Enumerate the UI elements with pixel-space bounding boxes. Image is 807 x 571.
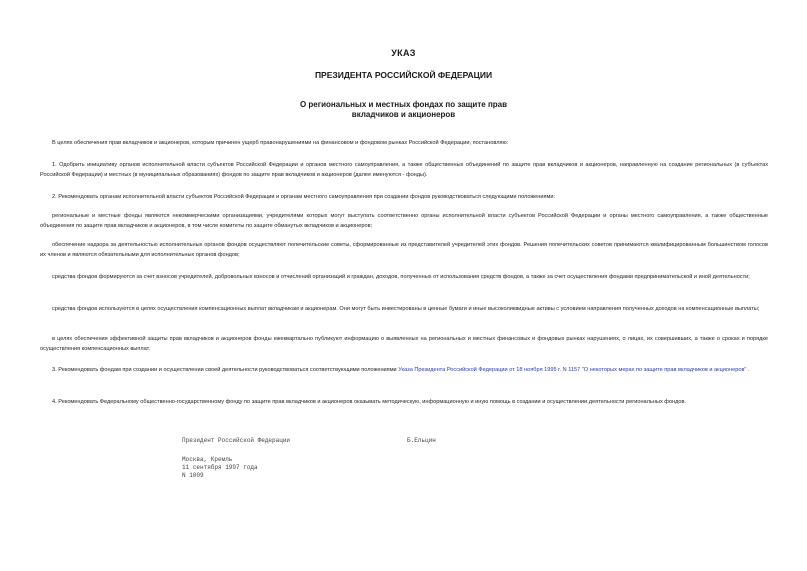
item-3-suffix: . <box>747 367 750 373</box>
paragraph-item-2c: средства фондов формируются за счет взносов учредителей, добровольных взносов и отчислений организаций и граждан, доходов, полученных от использования средств фондов, а также за счет осуществления фондами предпринимательской и иной деятельности; <box>52 274 750 280</box>
signature-name: Б.Ельцин <box>407 437 436 444</box>
document-title: УКАЗ <box>391 48 416 58</box>
heading-line-1: О региональных и местных фондах по защите прав <box>299 100 508 109</box>
signature-position: Президент Российской Федерации <box>182 437 291 444</box>
paragraph-item-4: 4. Рекомендовать Федеральному общественно-государственному фонду по защите прав вкладчиков и акционеров оказывать методическую, информационную и иную помощь в создании и осуществлении деятельности региональных фондов. <box>52 399 687 405</box>
paragraph-item-1: 1. Одобрить инициативу органов исполнительной власти субъектов Российской Федерации и органов местного самоуправления, а также общественных объединений по защите прав вкладчиков и акционеров, направленную на создание региональных (в субъектах Российской Федерации) и местных (в муниципальных образованиях) фондов по защите прав вкладчиков и акционеров (далее именуются - фонды). <box>40 162 768 178</box>
document-heading <box>0 100 807 120</box>
signature-block <box>182 456 258 480</box>
heading-line-2: вкладчиков и акционеров <box>351 110 456 119</box>
paragraph-intro: В целях обеспечения прав вкладчиков и акционеров, которым причинен ущерб правонарушениями на финансовом и фондовом рынках Российской Федерации, постановляю: <box>52 140 509 146</box>
paragraph-item-2d: средства фондов используются в целях осуществления компенсационных выплат вкладчикам и акционерам. Они могут быть инвестированы в ценные бумаги и иные высоколиквидные активы с условием направления полученных доходов на компенсационные выплаты; <box>52 306 760 312</box>
paragraph-item-2: 2. Рекомендовать органам исполнительной власти субъектов Российской Федерации и органам местного самоуправления при создании фондов руководствоваться следующими положениями: <box>52 194 556 200</box>
decree-link[interactable]: Указа Президента Российской Федерации от 18 ноября 1995 г. N 1157 "О некоторых мерах по защите прав вкладчиков и акционеров" <box>398 367 747 373</box>
paragraph-item-2b: обеспечение надзора за деятельностью исполнительных органов фондов осуществляют попечительские советы, сформированные из представителей учредителей этих фондов. Решения попечительских советов принимаются квалифицированным большинством голосов их членов и являются обязательными для исполнительных органов фондов; <box>40 242 768 258</box>
paragraph-item-3 <box>40 366 768 376</box>
document-subtitle: ПРЕЗИДЕНТА РОССИЙСКОЙ ФЕДЕРАЦИИ <box>314 70 493 80</box>
paragraph-item-2e: в целях обеспечения эффективной защиты прав вкладчиков и акционеров фонды ежеквартально публикуют информацию о выявленных на региональных и местных финансовых и фондовых рынках нарушениях, о лицах, их совершивших, а также о сроках и порядке осуществления компенсационных выплат. <box>40 336 768 352</box>
signature-date: 11 сентября 1997 года <box>182 464 258 471</box>
item-3-text: 3. Рекомендовать фондам при создании и осуществлении своей деятельности руководствоваться соответствующими положениями <box>52 367 397 373</box>
signature-place: Москва, Кремль <box>182 456 233 463</box>
signature-number: N 1009 <box>182 472 204 479</box>
paragraph-item-2a: региональные и местные фонды являются некоммерческими организациями, учредителями которых могут выступать соответственно органы исполнительной власти субъектов Российской Федерации и органы местного самоуправления, а также общественные объединения по защите прав вкладчиков и акционеров, в том числе комитеты по защите обманутых вкладчиков и акционеров; <box>40 213 768 229</box>
